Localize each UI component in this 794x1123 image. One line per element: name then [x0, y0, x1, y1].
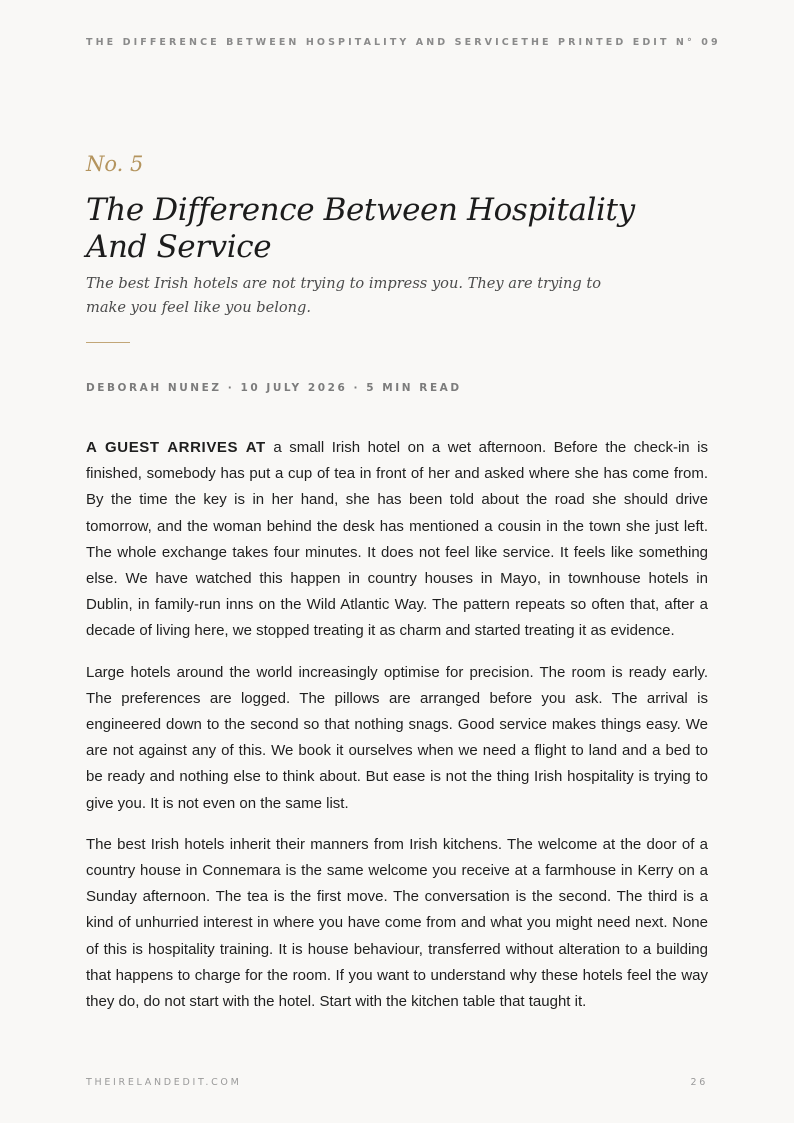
running-head-edition: THE PRINTED EDIT N° 09 [521, 37, 721, 48]
running-head [86, 37, 721, 48]
article-body [86, 435, 708, 1015]
article-dek: The best Irish hotels are not trying to impress you. They are trying to make you feel like you belong. [86, 275, 602, 316]
byline: DEBORAH NUNEZ · 10 JULY 2026 · 5 MIN READ [86, 382, 462, 394]
article [86, 150, 708, 1030]
title-divider [86, 342, 130, 343]
article-title: The Difference Between Hospitality And Service [86, 192, 635, 265]
body-paragraph-1 [86, 435, 708, 645]
page-number: 26 [690, 1077, 708, 1088]
issue-number: No. 5 [86, 152, 144, 176]
running-head-article-title: THE DIFFERENCE BETWEEN HOSPITALITY AND SERVICE [86, 37, 522, 48]
page-footer [86, 1077, 708, 1088]
body-paragraph-3: The best Irish hotels inherit their manners from Irish kitchens. The welcome at the door of a country house in Connemara is the same welcome you receive at a farmhouse in Kerry on a Sunday afternoon. The tea is the first move. The conversation is the second. The third is a kind of unhurried interest in where you have come from and what you might need next. None of this is hospitality training. It is house behaviour, transferred without alteration to a building that happens to charge for the room. If you want to understand why these hotels feel the way they do, do not start with the hotel. Start with the kitchen table that taught it. [86, 835, 708, 1011]
body-paragraph-2: Large hotels around the world increasingly optimise for precision. The room is ready early. The preferences are logged. The pillows are arranged before you ask. The arrival is engineered down to the second so that nothing snags. Good service makes things easy. We are not against any of this. We book it ourselves when we need a flight to land and a bed to be ready and nothing else to think about. But ease is not the thing Irish hospitality is trying to give you. It is not even on the same list. [86, 663, 708, 812]
lead-in: A GUEST ARRIVES AT [86, 439, 266, 456]
paragraph-text: a small Irish hotel on a wet afternoon. Before the check-in is finished, somebody has put a cup of tea in front of her and asked where she has come from. By the time the key is in her hand, she has been told about the road she should drive tomorrow, and the woman behind the desk has mentioned a cousin in the town she just left. The whole exchange takes four minutes. It does not feel like service. It feels like something else. We have watched this happen in country houses in Mayo, in townhouse hotels in Dublin, in family-run inns on the Wild Atlantic Way. The pattern repeats so often that, after a decade of living here, we stopped treating it as charm and started treating it as evidence. [86, 439, 709, 640]
footer-site-name: THEIRELANDEDIT.COM [86, 1077, 242, 1088]
